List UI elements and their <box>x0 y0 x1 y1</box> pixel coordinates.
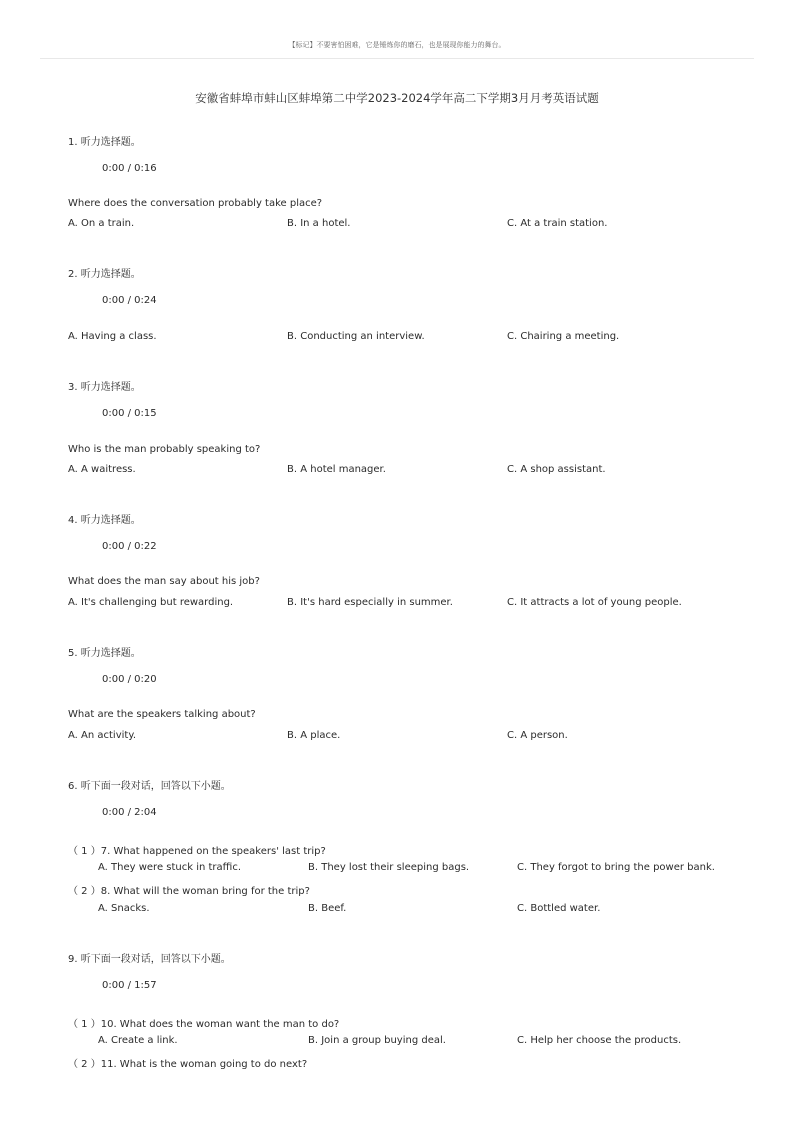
question-heading: 2. 听力选择题。 <box>68 269 141 280</box>
question-heading: 3. 听力选择题。 <box>68 382 141 393</box>
option-b[interactable]: B. A hotel manager. <box>287 464 386 475</box>
option-c[interactable]: C. They forgot to bring the power bank. <box>517 862 715 873</box>
options-row <box>98 903 758 917</box>
audio-player[interactable]: 0:00 / 2:04 <box>102 807 157 818</box>
option-c[interactable]: C. It attracts a lot of young people. <box>507 597 682 608</box>
options-row <box>68 331 758 345</box>
option-c[interactable]: C. Bottled water. <box>517 903 601 914</box>
options-row <box>68 730 758 744</box>
header-note: 【标记】不要害怕困难，它是锤炼你的磨石，也是展现你能力的舞台。 <box>288 41 506 49</box>
audio-player[interactable]: 0:00 / 0:24 <box>102 295 157 306</box>
option-a[interactable]: A. Snacks. <box>98 903 150 914</box>
option-b[interactable]: B. Beef. <box>308 903 347 914</box>
option-b[interactable]: B. A place. <box>287 730 341 741</box>
option-a[interactable]: A. On a train. <box>68 218 135 229</box>
audio-player[interactable]: 0:00 / 0:15 <box>102 408 157 419</box>
question-stem: Where does the conversation probably take place? <box>68 198 323 209</box>
question-heading: 9. 听下面一段对话，回答以下小题。 <box>68 954 231 965</box>
option-a[interactable]: A. They were stuck in traffic. <box>98 862 242 873</box>
question-stem: What does the man say about his job? <box>68 576 260 587</box>
option-b[interactable]: B. Conducting an interview. <box>287 331 425 342</box>
option-b[interactable]: B. In a hotel. <box>287 218 351 229</box>
question-heading: 6. 听下面一段对话，回答以下小题。 <box>68 781 231 792</box>
header-divider <box>40 58 754 59</box>
options-row <box>98 1035 758 1049</box>
option-c[interactable]: C. A shop assistant. <box>507 464 606 475</box>
option-c[interactable]: C. Chairing a meeting. <box>507 331 620 342</box>
option-b[interactable]: B. Join a group buying deal. <box>308 1035 446 1046</box>
question-heading: 4. 听力选择题。 <box>68 515 141 526</box>
audio-player[interactable]: 0:00 / 1:57 <box>102 980 157 991</box>
question-heading: 1. 听力选择题。 <box>68 137 141 148</box>
options-row <box>68 464 758 478</box>
options-row <box>68 597 758 611</box>
options-row <box>98 862 758 876</box>
option-a[interactable]: A. Having a class. <box>68 331 157 342</box>
question-stem: What are the speakers talking about? <box>68 709 256 720</box>
option-a[interactable]: A. An activity. <box>68 730 136 741</box>
sub-question-stem: （ 1 ）7. What happened on the speakers' last trip? <box>68 846 326 857</box>
option-a[interactable]: A. It's challenging but rewarding. <box>68 597 234 608</box>
option-a[interactable]: A. Create a link. <box>98 1035 178 1046</box>
sub-question-stem: （ 1 ）10. What does the woman want the man to do? <box>68 1019 340 1030</box>
sub-question-stem: （ 2 ）11. What is the woman going to do next? <box>68 1059 308 1070</box>
audio-player[interactable]: 0:00 / 0:20 <box>102 674 157 685</box>
page-title: 安徽省蚌埠市蚌山区蚌埠第二中学2023-2024学年高二下学期3月月考英语试题 <box>195 91 599 105</box>
question-stem: Who is the man probably speaking to? <box>68 444 261 455</box>
option-a[interactable]: A. A waitress. <box>68 464 136 475</box>
option-b[interactable]: B. It's hard especially in summer. <box>287 597 453 608</box>
question-heading: 5. 听力选择题。 <box>68 648 141 659</box>
sub-question-stem: （ 2 ）8. What will the woman bring for the trip? <box>68 886 310 897</box>
option-c[interactable]: C. At a train station. <box>507 218 608 229</box>
option-c[interactable]: C. A person. <box>507 730 568 741</box>
audio-player[interactable]: 0:00 / 0:22 <box>102 541 157 552</box>
option-c[interactable]: C. Help her choose the products. <box>517 1035 682 1046</box>
option-b[interactable]: B. They lost their sleeping bags. <box>308 862 470 873</box>
audio-player[interactable]: 0:00 / 0:16 <box>102 163 157 174</box>
options-row <box>68 218 758 232</box>
